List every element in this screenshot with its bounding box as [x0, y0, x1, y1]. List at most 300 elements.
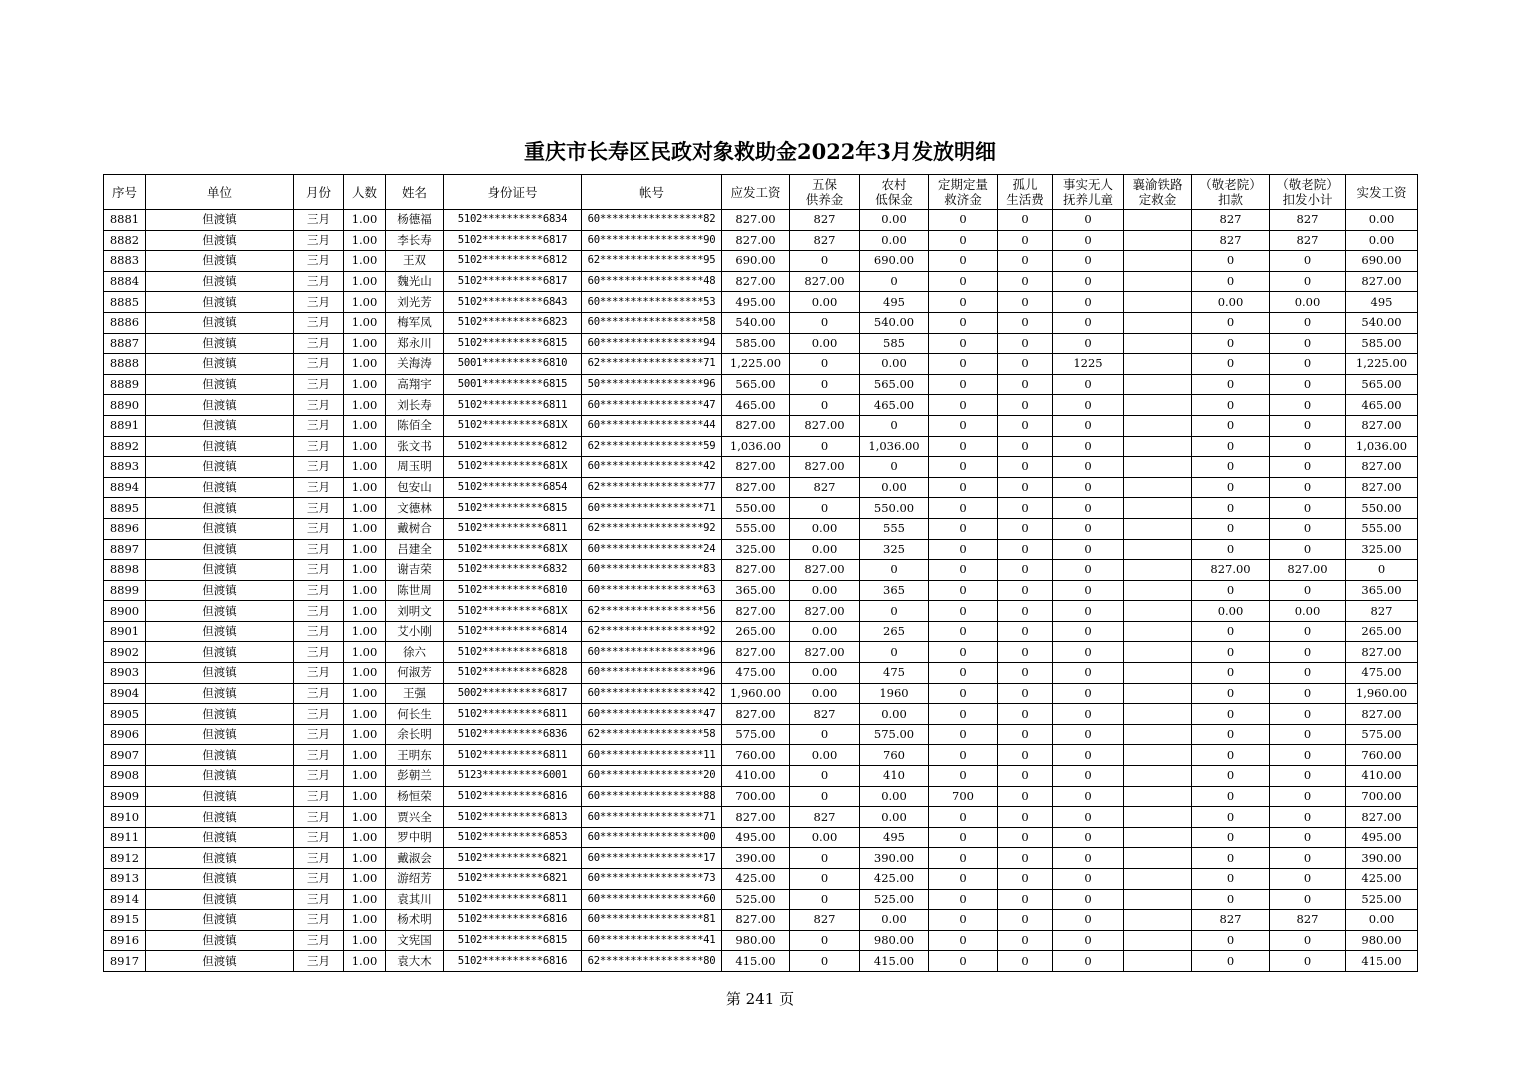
cell-xiangyu-railway	[1124, 910, 1192, 931]
cell-count: 1.00	[344, 951, 386, 972]
cell-unit: 但渡镇	[146, 518, 294, 539]
cell-unsupported-child: 0	[1053, 457, 1124, 478]
cell-orphan-living: 0	[998, 827, 1053, 848]
cell-orphan-living: 0	[998, 621, 1053, 642]
header-col-orphan-living: 孤儿 生活费	[998, 175, 1053, 210]
cell-nursing-deduction-subtotal: 827	[1270, 230, 1346, 251]
cell-unit: 但渡镇	[146, 704, 294, 725]
cell-id-number: 5102**********6832	[444, 560, 582, 581]
cell-nursing-deduction: 0	[1192, 457, 1270, 478]
cell-id-number: 5102**********6810	[444, 580, 582, 601]
cell-nursing-deduction-subtotal: 0	[1270, 951, 1346, 972]
cell-rural-subsistence: 0	[860, 642, 929, 663]
cell-nursing-deduction-subtotal: 0	[1270, 786, 1346, 807]
cell-name: 余长明	[386, 724, 444, 745]
cell-nursing-deduction-subtotal: 0	[1270, 848, 1346, 869]
cell-net-pay: 0.00	[1346, 210, 1418, 231]
cell-count: 1.00	[344, 230, 386, 251]
cell-unit: 但渡镇	[146, 889, 294, 910]
cell-month: 三月	[294, 457, 344, 478]
cell-name: 何长生	[386, 704, 444, 725]
cell-nursing-deduction-subtotal: 0	[1270, 251, 1346, 272]
cell-regular-relief: 0	[929, 560, 998, 581]
cell-five-guarantee: 0	[790, 951, 860, 972]
cell-account: 60*****************71	[582, 498, 722, 519]
cell-rural-subsistence: 265	[860, 621, 929, 642]
table-row	[104, 683, 1418, 704]
table-row	[104, 621, 1418, 642]
cell-id-number: 5102**********6853	[444, 827, 582, 848]
cell-name: 袁大木	[386, 951, 444, 972]
table-header-row	[104, 175, 1418, 210]
cell-xiangyu-railway	[1124, 621, 1192, 642]
cell-name: 郑永川	[386, 333, 444, 354]
cell-unit: 但渡镇	[146, 477, 294, 498]
table-row	[104, 745, 1418, 766]
cell-net-pay: 425.00	[1346, 869, 1418, 890]
cell-orphan-living: 0	[998, 436, 1053, 457]
cell-five-guarantee: 0	[790, 930, 860, 951]
table-row	[104, 766, 1418, 787]
cell-rural-subsistence: 525.00	[860, 889, 929, 910]
cell-nursing-deduction-subtotal: 0	[1270, 415, 1346, 436]
cell-id-number: 5102**********6836	[444, 724, 582, 745]
cell-serial: 8911	[104, 827, 146, 848]
cell-xiangyu-railway	[1124, 210, 1192, 231]
cell-unsupported-child: 0	[1053, 621, 1124, 642]
cell-unit: 但渡镇	[146, 436, 294, 457]
cell-rural-subsistence: 0.00	[860, 704, 929, 725]
cell-unsupported-child: 0	[1053, 210, 1124, 231]
cell-id-number: 5102**********6812	[444, 436, 582, 457]
cell-orphan-living: 0	[998, 786, 1053, 807]
cell-month: 三月	[294, 415, 344, 436]
table-row	[104, 827, 1418, 848]
header-col-account: 帐号	[582, 175, 722, 210]
cell-serial: 8910	[104, 807, 146, 828]
cell-serial: 8900	[104, 601, 146, 622]
cell-id-number: 5102**********681X	[444, 539, 582, 560]
cell-account: 60*****************11	[582, 745, 722, 766]
cell-net-pay: 550.00	[1346, 498, 1418, 519]
cell-payable: 827.00	[722, 910, 790, 931]
cell-id-number: 5102**********681X	[444, 415, 582, 436]
cell-name: 游绍芳	[386, 869, 444, 890]
cell-five-guarantee: 0	[790, 436, 860, 457]
cell-unsupported-child: 0	[1053, 848, 1124, 869]
cell-name: 贾兴全	[386, 807, 444, 828]
cell-nursing-deduction-subtotal: 827.00	[1270, 560, 1346, 581]
table-row	[104, 457, 1418, 478]
cell-count: 1.00	[344, 415, 386, 436]
cell-net-pay: 390.00	[1346, 848, 1418, 869]
cell-serial: 8885	[104, 292, 146, 313]
cell-regular-relief: 0	[929, 642, 998, 663]
cell-unit: 但渡镇	[146, 560, 294, 581]
cell-payable: 700.00	[722, 786, 790, 807]
cell-rural-subsistence: 0	[860, 415, 929, 436]
cell-account: 60*****************44	[582, 415, 722, 436]
cell-count: 1.00	[344, 663, 386, 684]
cell-payable: 827.00	[722, 271, 790, 292]
cell-unit: 但渡镇	[146, 539, 294, 560]
cell-id-number: 5001**********6815	[444, 374, 582, 395]
cell-count: 1.00	[344, 518, 386, 539]
cell-net-pay: 0.00	[1346, 910, 1418, 931]
cell-orphan-living: 0	[998, 539, 1053, 560]
table-row	[104, 848, 1418, 869]
cell-id-number: 5102**********6817	[444, 271, 582, 292]
cell-unsupported-child: 0	[1053, 251, 1124, 272]
cell-xiangyu-railway	[1124, 539, 1192, 560]
cell-five-guarantee: 0.00	[790, 663, 860, 684]
cell-nursing-deduction-subtotal: 0	[1270, 436, 1346, 457]
cell-rural-subsistence: 495	[860, 292, 929, 313]
cell-xiangyu-railway	[1124, 930, 1192, 951]
cell-nursing-deduction: 0	[1192, 807, 1270, 828]
cell-name: 徐六	[386, 642, 444, 663]
cell-id-number: 5102**********6811	[444, 745, 582, 766]
cell-month: 三月	[294, 869, 344, 890]
cell-serial: 8894	[104, 477, 146, 498]
cell-count: 1.00	[344, 869, 386, 890]
cell-rural-subsistence: 365	[860, 580, 929, 601]
cell-payable: 827.00	[722, 601, 790, 622]
cell-net-pay: 1,225.00	[1346, 354, 1418, 375]
cell-regular-relief: 0	[929, 436, 998, 457]
cell-payable: 565.00	[722, 374, 790, 395]
cell-regular-relief: 700	[929, 786, 998, 807]
cell-xiangyu-railway	[1124, 827, 1192, 848]
cell-unsupported-child: 0	[1053, 724, 1124, 745]
table-row	[104, 580, 1418, 601]
cell-nursing-deduction: 0	[1192, 518, 1270, 539]
cell-nursing-deduction-subtotal: 0	[1270, 457, 1346, 478]
cell-rural-subsistence: 555	[860, 518, 929, 539]
cell-serial: 8908	[104, 766, 146, 787]
cell-net-pay: 827.00	[1346, 271, 1418, 292]
table-row	[104, 395, 1418, 416]
cell-nursing-deduction-subtotal: 0	[1270, 642, 1346, 663]
cell-id-number: 5102**********6816	[444, 951, 582, 972]
cell-serial: 8905	[104, 704, 146, 725]
cell-payable: 495.00	[722, 292, 790, 313]
cell-unit: 但渡镇	[146, 786, 294, 807]
cell-unsupported-child: 0	[1053, 889, 1124, 910]
cell-orphan-living: 0	[998, 869, 1053, 890]
cell-account: 62*****************77	[582, 477, 722, 498]
cell-unsupported-child: 0	[1053, 230, 1124, 251]
cell-unit: 但渡镇	[146, 724, 294, 745]
cell-rural-subsistence: 0.00	[860, 910, 929, 931]
header-col-rural-subsistence: 农村 低保金	[860, 175, 929, 210]
cell-orphan-living: 0	[998, 415, 1053, 436]
cell-net-pay: 1,036.00	[1346, 436, 1418, 457]
cell-nursing-deduction: 0	[1192, 271, 1270, 292]
table-row	[104, 251, 1418, 272]
cell-unsupported-child: 0	[1053, 333, 1124, 354]
cell-regular-relief: 0	[929, 292, 998, 313]
cell-id-number: 5102**********6816	[444, 786, 582, 807]
cell-account: 62*****************56	[582, 601, 722, 622]
cell-unit: 但渡镇	[146, 807, 294, 828]
cell-five-guarantee: 0	[790, 251, 860, 272]
cell-count: 1.00	[344, 436, 386, 457]
page-number: 第 241 页	[725, 990, 795, 1008]
cell-unsupported-child: 0	[1053, 910, 1124, 931]
cell-serial: 8917	[104, 951, 146, 972]
cell-net-pay: 0.00	[1346, 230, 1418, 251]
cell-id-number: 5102**********6821	[444, 869, 582, 890]
cell-unsupported-child: 0	[1053, 436, 1124, 457]
cell-regular-relief: 0	[929, 663, 998, 684]
cell-five-guarantee: 827	[790, 210, 860, 231]
cell-payable: 475.00	[722, 663, 790, 684]
cell-xiangyu-railway	[1124, 498, 1192, 519]
cell-rural-subsistence: 0	[860, 560, 929, 581]
cell-net-pay: 827.00	[1346, 477, 1418, 498]
cell-nursing-deduction-subtotal: 0	[1270, 333, 1346, 354]
cell-count: 1.00	[344, 539, 386, 560]
cell-orphan-living: 0	[998, 312, 1053, 333]
cell-id-number: 5102**********6813	[444, 807, 582, 828]
cell-nursing-deduction: 0	[1192, 374, 1270, 395]
cell-payable: 415.00	[722, 951, 790, 972]
cell-count: 1.00	[344, 271, 386, 292]
table-row	[104, 292, 1418, 313]
cell-nursing-deduction: 0.00	[1192, 601, 1270, 622]
header-col-month: 月份	[294, 175, 344, 210]
cell-nursing-deduction-subtotal: 0	[1270, 869, 1346, 890]
cell-name: 魏光山	[386, 271, 444, 292]
cell-serial: 8906	[104, 724, 146, 745]
cell-orphan-living: 0	[998, 271, 1053, 292]
table-row	[104, 230, 1418, 251]
cell-regular-relief: 0	[929, 354, 998, 375]
cell-account: 60*****************00	[582, 827, 722, 848]
cell-id-number: 5002**********6817	[444, 683, 582, 704]
relief-payment-table	[103, 174, 1418, 972]
cell-account: 62*****************59	[582, 436, 722, 457]
cell-account: 60*****************71	[582, 807, 722, 828]
cell-xiangyu-railway	[1124, 807, 1192, 828]
cell-name: 梅军凤	[386, 312, 444, 333]
cell-serial: 8915	[104, 910, 146, 931]
cell-account: 60*****************47	[582, 704, 722, 725]
cell-payable: 495.00	[722, 827, 790, 848]
table-row	[104, 498, 1418, 519]
cell-xiangyu-railway	[1124, 271, 1192, 292]
cell-unit: 但渡镇	[146, 848, 294, 869]
cell-name: 高翔宇	[386, 374, 444, 395]
cell-orphan-living: 0	[998, 807, 1053, 828]
cell-five-guarantee: 0.00	[790, 292, 860, 313]
cell-month: 三月	[294, 498, 344, 519]
cell-net-pay: 585.00	[1346, 333, 1418, 354]
cell-count: 1.00	[344, 292, 386, 313]
cell-orphan-living: 0	[998, 210, 1053, 231]
cell-month: 三月	[294, 724, 344, 745]
cell-unit: 但渡镇	[146, 498, 294, 519]
cell-nursing-deduction: 0	[1192, 333, 1270, 354]
cell-name: 王双	[386, 251, 444, 272]
cell-unsupported-child: 0	[1053, 642, 1124, 663]
cell-orphan-living: 0	[998, 333, 1053, 354]
table-row	[104, 312, 1418, 333]
cell-xiangyu-railway	[1124, 786, 1192, 807]
cell-xiangyu-railway	[1124, 601, 1192, 622]
cell-nursing-deduction: 0	[1192, 539, 1270, 560]
cell-nursing-deduction: 0	[1192, 724, 1270, 745]
table-row	[104, 704, 1418, 725]
cell-nursing-deduction: 0	[1192, 436, 1270, 457]
cell-unit: 但渡镇	[146, 951, 294, 972]
cell-unsupported-child: 0	[1053, 374, 1124, 395]
cell-unit: 但渡镇	[146, 251, 294, 272]
cell-unit: 但渡镇	[146, 292, 294, 313]
cell-month: 三月	[294, 663, 344, 684]
cell-payable: 410.00	[722, 766, 790, 787]
cell-serial: 8897	[104, 539, 146, 560]
cell-serial: 8899	[104, 580, 146, 601]
cell-rural-subsistence: 425.00	[860, 869, 929, 890]
cell-account: 60*****************90	[582, 230, 722, 251]
cell-payable: 1,960.00	[722, 683, 790, 704]
cell-rural-subsistence: 585	[860, 333, 929, 354]
cell-payable: 827.00	[722, 415, 790, 436]
cell-regular-relief: 0	[929, 724, 998, 745]
table-row	[104, 333, 1418, 354]
cell-nursing-deduction: 0	[1192, 704, 1270, 725]
cell-nursing-deduction-subtotal: 0	[1270, 395, 1346, 416]
cell-month: 三月	[294, 930, 344, 951]
header-col-unit: 单位	[146, 175, 294, 210]
cell-xiangyu-railway	[1124, 889, 1192, 910]
cell-orphan-living: 0	[998, 683, 1053, 704]
cell-payable: 465.00	[722, 395, 790, 416]
cell-name: 杨恒荣	[386, 786, 444, 807]
cell-month: 三月	[294, 889, 344, 910]
cell-five-guarantee: 0	[790, 312, 860, 333]
cell-nursing-deduction-subtotal: 0	[1270, 374, 1346, 395]
cell-month: 三月	[294, 333, 344, 354]
cell-regular-relief: 0	[929, 395, 998, 416]
cell-name: 戴树合	[386, 518, 444, 539]
table-row	[104, 271, 1418, 292]
cell-unit: 但渡镇	[146, 683, 294, 704]
cell-month: 三月	[294, 477, 344, 498]
cell-orphan-living: 0	[998, 580, 1053, 601]
cell-five-guarantee: 827	[790, 910, 860, 931]
cell-nursing-deduction: 0.00	[1192, 292, 1270, 313]
cell-regular-relief: 0	[929, 271, 998, 292]
cell-id-number: 5102**********6814	[444, 621, 582, 642]
cell-account: 60*****************47	[582, 395, 722, 416]
cell-name: 关海涛	[386, 354, 444, 375]
cell-net-pay: 410.00	[1346, 766, 1418, 787]
cell-count: 1.00	[344, 477, 386, 498]
cell-count: 1.00	[344, 457, 386, 478]
table-row	[104, 889, 1418, 910]
cell-count: 1.00	[344, 312, 386, 333]
cell-month: 三月	[294, 807, 344, 828]
cell-account: 62*****************58	[582, 724, 722, 745]
cell-serial: 8909	[104, 786, 146, 807]
cell-net-pay: 700.00	[1346, 786, 1418, 807]
cell-nursing-deduction-subtotal: 0	[1270, 621, 1346, 642]
cell-nursing-deduction: 0	[1192, 312, 1270, 333]
cell-xiangyu-railway	[1124, 560, 1192, 581]
cell-unit: 但渡镇	[146, 354, 294, 375]
cell-net-pay: 540.00	[1346, 312, 1418, 333]
cell-name: 刘长寿	[386, 395, 444, 416]
cell-name: 何淑芳	[386, 663, 444, 684]
cell-xiangyu-railway	[1124, 766, 1192, 787]
cell-count: 1.00	[344, 683, 386, 704]
cell-month: 三月	[294, 312, 344, 333]
cell-id-number: 5102**********6816	[444, 910, 582, 931]
cell-xiangyu-railway	[1124, 951, 1192, 972]
cell-serial: 8913	[104, 869, 146, 890]
cell-name: 陈佰全	[386, 415, 444, 436]
cell-month: 三月	[294, 271, 344, 292]
cell-id-number: 5102**********6815	[444, 333, 582, 354]
cell-net-pay: 827.00	[1346, 704, 1418, 725]
cell-nursing-deduction-subtotal: 827	[1270, 210, 1346, 231]
cell-count: 1.00	[344, 333, 386, 354]
cell-nursing-deduction: 0	[1192, 745, 1270, 766]
cell-payable: 827.00	[722, 807, 790, 828]
table-row	[104, 415, 1418, 436]
cell-net-pay: 0	[1346, 560, 1418, 581]
cell-month: 三月	[294, 951, 344, 972]
cell-regular-relief: 0	[929, 539, 998, 560]
cell-account: 60*****************73	[582, 869, 722, 890]
cell-month: 三月	[294, 910, 344, 931]
cell-count: 1.00	[344, 827, 386, 848]
table-row	[104, 518, 1418, 539]
cell-account: 62*****************95	[582, 251, 722, 272]
cell-month: 三月	[294, 518, 344, 539]
cell-five-guarantee: 0.00	[790, 827, 860, 848]
cell-account: 60*****************48	[582, 271, 722, 292]
cell-account: 60*****************83	[582, 560, 722, 581]
cell-orphan-living: 0	[998, 745, 1053, 766]
header-col-count: 人数	[344, 175, 386, 210]
cell-unsupported-child: 0	[1053, 683, 1124, 704]
cell-serial: 8914	[104, 889, 146, 910]
header-col-unsupported-child: 事实无人 抚养儿童	[1053, 175, 1124, 210]
cell-payable: 555.00	[722, 518, 790, 539]
cell-month: 三月	[294, 251, 344, 272]
cell-net-pay: 827	[1346, 601, 1418, 622]
cell-orphan-living: 0	[998, 663, 1053, 684]
cell-count: 1.00	[344, 910, 386, 931]
cell-rural-subsistence: 0.00	[860, 786, 929, 807]
cell-nursing-deduction-subtotal: 0.00	[1270, 601, 1346, 622]
cell-nursing-deduction-subtotal: 0	[1270, 766, 1346, 787]
cell-unsupported-child: 0	[1053, 930, 1124, 951]
header-col-regular-relief: 定期定量 救济金	[929, 175, 998, 210]
cell-regular-relief: 0	[929, 951, 998, 972]
cell-month: 三月	[294, 601, 344, 622]
cell-five-guarantee: 827.00	[790, 560, 860, 581]
cell-unsupported-child: 0	[1053, 704, 1124, 725]
cell-account: 60*****************96	[582, 663, 722, 684]
cell-serial: 8883	[104, 251, 146, 272]
cell-unsupported-child: 0	[1053, 477, 1124, 498]
cell-nursing-deduction-subtotal: 0	[1270, 498, 1346, 519]
